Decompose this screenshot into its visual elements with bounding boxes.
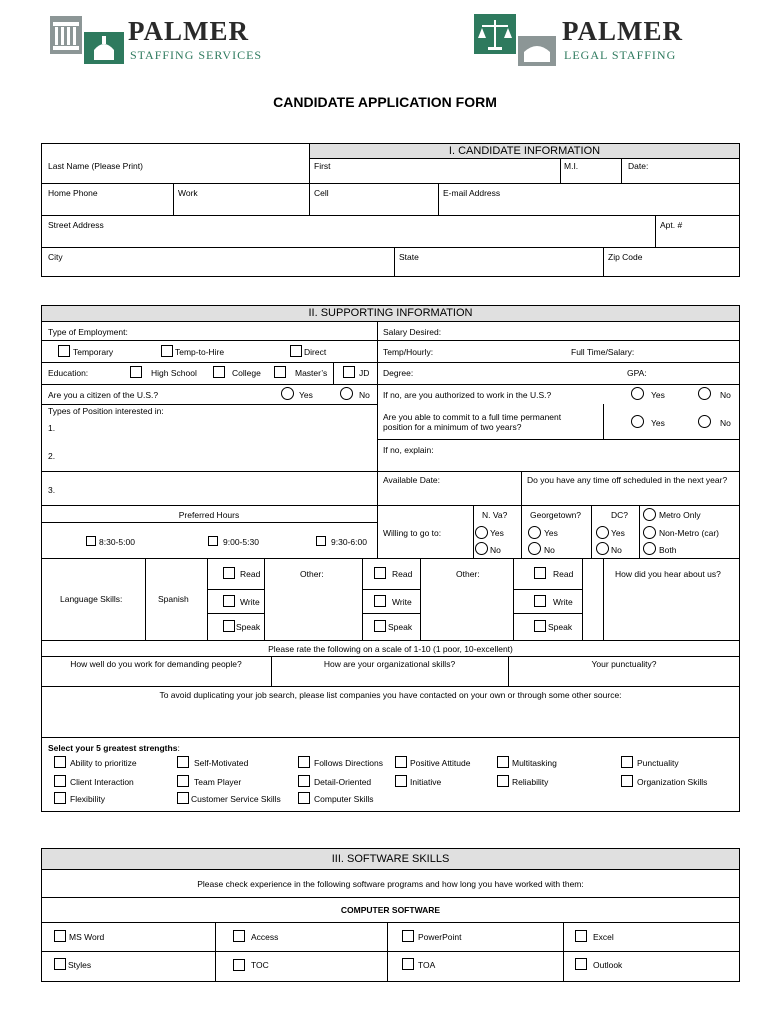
georgetown-no-label: No [544,545,555,555]
date-field[interactable]: Date: [628,161,649,171]
spanish-speak-checkbox[interactable] [223,620,235,632]
metro-only-radio[interactable] [643,508,656,521]
spanish-write-checkbox[interactable] [223,595,235,607]
non-metro-radio[interactable] [643,526,656,539]
state-field[interactable]: State [399,252,419,262]
strength-checkbox[interactable] [395,775,407,787]
salary-desired-label: Salary Desired: [383,327,442,337]
n-va-no-label: No [490,545,501,555]
other-language-1-field[interactable]: Other: [300,569,324,579]
type-of-employment-label: Type of Employment: [48,327,128,337]
toc-label: TOC [251,960,269,970]
authorized-no-label: No [720,390,731,400]
masters-checkbox[interactable] [274,366,286,378]
both-radio[interactable] [643,542,656,555]
dc-label: DC? [611,510,629,520]
hours-900-530-label: 9:00-5:30 [223,537,259,547]
full-time-salary-field[interactable]: Full Time/Salary: [571,347,635,357]
other1-speak-checkbox[interactable] [374,620,386,632]
degree-field[interactable]: Degree: [383,368,414,378]
left-logo-name: PALMER [128,16,249,46]
strength-checkbox[interactable] [177,775,189,787]
georgetown-no-radio[interactable] [528,542,541,555]
direct-label: Direct [304,347,327,357]
n-va-label: N. Va? [482,510,508,520]
powerpoint-checkbox[interactable] [402,930,414,942]
right-logo [474,14,738,66]
toa-label: TOA [418,960,436,970]
dc-no-label: No [611,545,622,555]
georgetown-yes-label: Yes [544,528,558,538]
spanish-write-label: Write [240,597,260,607]
other2-write-checkbox[interactable] [534,595,546,607]
temporary-checkbox[interactable] [58,345,70,357]
georgetown-yes-radio[interactable] [528,526,541,539]
street-address-field[interactable]: Street Address [48,220,104,230]
citizen-question: Are you a citizen of the U.S.? [48,390,159,400]
strength-checkbox[interactable] [298,792,310,804]
hours-930-600-checkbox[interactable] [316,536,326,546]
temp-to-hire-checkbox[interactable] [161,345,173,357]
n-va-yes-label: Yes [490,528,504,538]
how-did-you-hear-field[interactable]: How did you hear about us? [615,569,721,579]
strength-label: Ability to prioritize [70,758,137,768]
strength-checkbox[interactable] [298,756,310,768]
ms-word-label: MS Word [69,932,105,942]
strength-label: Detail-Oriented [314,777,372,787]
citizen-yes-label: Yes [299,390,313,400]
position-3-field[interactable]: 3. [48,485,56,495]
position-1-field[interactable]: 1. [48,423,56,433]
available-date-field[interactable]: Available Date: [383,475,441,485]
other2-read-label: Read [553,569,574,579]
strength-checkbox[interactable] [298,775,310,787]
section2-title: II. SUPPORTING INFORMATION [308,307,473,319]
temporary-label: Temporary [73,347,114,357]
spanish-read-label: Read [240,569,261,579]
dc-no-radio[interactable] [596,542,609,555]
access-checkbox[interactable] [233,930,245,942]
dc-yes-radio[interactable] [596,526,609,539]
strength-checkbox[interactable] [621,775,633,787]
strength-label: Customer Service Skills [191,794,281,804]
gpa-field[interactable]: GPA: [627,368,647,378]
strength-checkbox[interactable] [54,775,66,787]
language-skills-label: Language Skills: [60,594,123,604]
strength-label: Punctuality [637,758,679,768]
n-va-yes-radio[interactable] [475,526,488,539]
preferred-hours-label: Preferred Hours [178,510,240,520]
strengths-title: Select your 5 greatest strengths: [48,743,180,753]
citizen-no-radio[interactable] [340,387,353,400]
other2-read-checkbox[interactable] [534,567,546,579]
high-school-label: High School [151,368,197,378]
spanish-label: Spanish [158,594,189,604]
apt-field[interactable]: Apt. # [660,220,683,230]
other2-write-label: Write [553,597,573,607]
if-no-explain-field[interactable]: If no, explain: [383,445,434,455]
citizen-yes-radio[interactable] [281,387,294,400]
strength-label: Reliability [512,777,549,787]
temp-to-hire-label: Temp-to-Hire [175,347,225,357]
strength-label: Self-Motivated [194,758,249,768]
strength-label: Follows Directions [314,758,383,768]
email-field[interactable]: E-mail Address [443,188,501,198]
authorized-no-radio[interactable] [698,387,711,400]
commit-yes-radio[interactable] [631,415,644,428]
college-checkbox[interactable] [213,366,225,378]
strength-checkbox[interactable] [54,792,66,804]
powerpoint-label: PowerPoint [418,932,462,942]
jd-label: JD [359,368,370,378]
home-phone-field[interactable]: Home Phone [48,188,98,198]
section1-title: I. CANDIDATE INFORMATION [448,145,601,157]
other1-write-checkbox[interactable] [374,595,386,607]
capitol-building-icon [50,14,124,64]
direct-checkbox[interactable] [290,345,302,357]
georgetown-label: Georgetown? [530,510,582,520]
outlook-checkbox[interactable] [575,958,587,970]
both-label: Both [659,545,677,555]
spanish-read-checkbox[interactable] [223,567,235,579]
hours-930-600-label: 9:30-6:00 [331,537,367,547]
authorized-question: If no, are you authorized to work in the U.S.? [383,390,552,400]
toc-checkbox[interactable] [233,959,245,971]
other1-speak-label: Speak [388,622,413,632]
left-logo [50,14,312,66]
commit-yes-label: Yes [651,418,665,428]
strength-label: Multitasking [512,758,557,768]
rating-punctuality[interactable]: Your punctuality? [591,659,657,669]
commit-no-radio[interactable] [698,415,711,428]
hours-830-500-checkbox[interactable] [86,536,96,546]
position-2-field[interactable]: 2. [48,451,56,461]
strength-checkbox[interactable] [395,756,407,768]
excel-label: Excel [593,932,614,942]
jd-checkbox[interactable] [343,366,355,378]
metro-only-label: Metro Only [659,510,701,520]
dc-yes-label: Yes [611,528,625,538]
spanish-speak-label: Speak [236,622,261,632]
strength-label: Positive Attitude [410,758,471,768]
other2-speak-label: Speak [548,622,573,632]
section3-title: III. SOFTWARE SKILLS [331,853,450,865]
strength-label: Client Interaction [70,777,134,787]
styles-checkbox[interactable] [54,958,66,970]
citizen-no-label: No [359,390,370,400]
other-language-2-field[interactable]: Other: [456,569,480,579]
masters-label: Master’s [295,368,328,378]
ms-word-checkbox[interactable] [54,930,66,942]
access-label: Access [251,932,279,942]
n-va-no-radio[interactable] [475,542,488,555]
hours-830-500-label: 8:30-5:00 [99,537,135,547]
other1-read-checkbox[interactable] [374,567,386,579]
rating-demanding-people[interactable]: How well do you work for demanding people? [70,659,242,669]
non-metro-label: Non-Metro (car) [659,528,719,538]
other2-speak-checkbox[interactable] [534,620,546,632]
authorized-yes-radio[interactable] [631,387,644,400]
left-logo-subtitle: STAFFING SERVICES [130,48,263,62]
strength-checkbox[interactable] [54,756,66,768]
outlook-label: Outlook [593,960,623,970]
temp-hourly-field[interactable]: Temp/Hourly: [383,347,434,357]
willing-to-go-label: Willing to go to: [383,528,442,538]
scales-of-justice-icon [474,14,556,66]
strength-label: Organization Skills [637,777,708,787]
excel-checkbox[interactable] [575,930,587,942]
hours-900-530-checkbox[interactable] [208,536,218,546]
right-logo-subtitle: LEGAL STAFFING [564,48,677,62]
toa-checkbox[interactable] [402,958,414,970]
time-off-question: Do you have any time off scheduled in the next year? [527,475,728,485]
companies-contacted-field[interactable]: To avoid duplicating your job search, please list companies you have contacted on your own or through some other source: [159,690,622,700]
commit-no-label: No [720,418,731,428]
computer-software-label: COMPUTER SOFTWARE [340,905,441,915]
other1-write-label: Write [392,597,412,607]
city-field[interactable]: City [48,252,63,262]
strength-checkbox[interactable] [177,756,189,768]
work-phone-field[interactable]: Work [178,188,198,198]
right-logo-name: PALMER [562,16,683,46]
strength-label: Team Player [194,777,242,787]
first-name-field[interactable]: First [314,161,331,171]
middle-initial-field[interactable]: M.I. [564,161,579,171]
college-label: College [232,368,261,378]
rating-organizational-skills[interactable]: How are your organizational skills? [323,659,456,669]
strength-checkbox[interactable] [497,775,509,787]
strength-label: Initiative [410,777,442,787]
commit-question: Are you able to commit to a full time permanent position for a minimum of two years? [383,412,562,432]
education-label: Education: [48,368,89,378]
strength-label: Computer Skills [314,794,374,804]
strength-label: Flexibility [70,794,105,804]
high-school-checkbox[interactable] [130,366,142,378]
types-of-position-label: Types of Position interested in: [48,406,164,416]
zip-code-field[interactable]: Zip Code [608,252,643,262]
form-title: CANDIDATE APPLICATION FORM [273,94,497,110]
strength-checkbox[interactable] [497,756,509,768]
styles-label: Styles [68,960,92,970]
cell-phone-field[interactable]: Cell [314,188,329,198]
strength-checkbox[interactable] [621,756,633,768]
software-instructions: Please check experience in the following software programs and how long you have worked with them: [197,879,584,889]
last-name-field[interactable]: Last Name (Please Print) [48,161,143,171]
strength-checkbox[interactable] [177,792,189,804]
rating-instructions: Please rate the following on a scale of 1-10 (1 poor, 10-excellent) [268,644,513,654]
other1-read-label: Read [392,569,413,579]
authorized-yes-label: Yes [651,390,665,400]
